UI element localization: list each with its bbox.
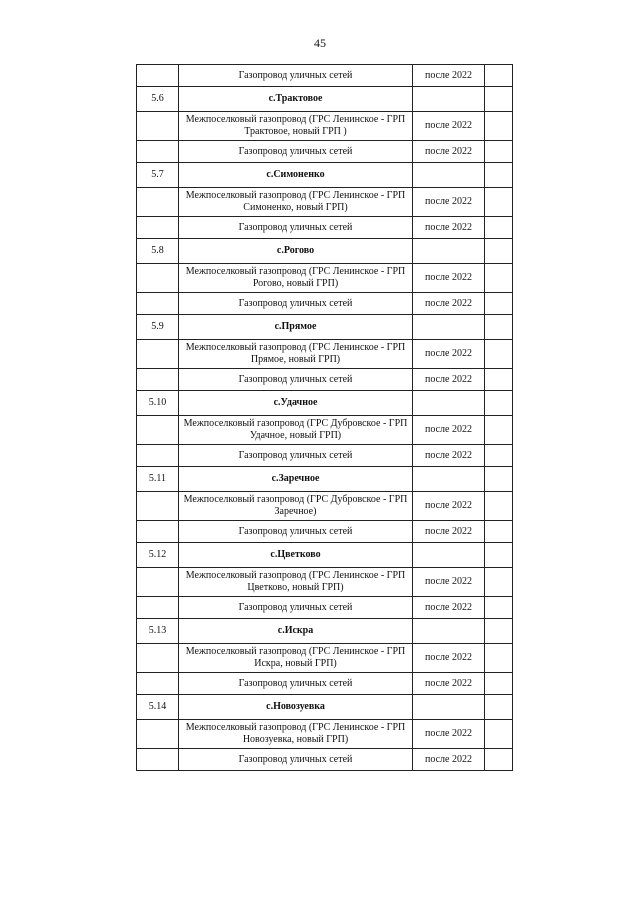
- empty-cell: [413, 391, 485, 416]
- empty-cell: [413, 467, 485, 492]
- empty-cell: [485, 695, 513, 720]
- empty-cell: [485, 239, 513, 264]
- row-number-cell: [137, 65, 179, 87]
- settlement-name: с.Прямое: [179, 315, 413, 340]
- table-row: [137, 188, 513, 217]
- section-number: 5.14: [137, 695, 179, 720]
- empty-cell: [413, 543, 485, 568]
- empty-cell: [413, 239, 485, 264]
- row-number-cell: [137, 293, 179, 315]
- table-row: [137, 673, 513, 695]
- table-row: [137, 644, 513, 673]
- date-cell: после 2022: [413, 568, 485, 597]
- section-number: 5.11: [137, 467, 179, 492]
- empty-cell: [485, 141, 513, 163]
- table-row: [137, 492, 513, 521]
- date-cell: после 2022: [413, 217, 485, 239]
- empty-cell: [485, 315, 513, 340]
- date-cell: после 2022: [413, 749, 485, 771]
- settlement-name: с.Заречное: [179, 467, 413, 492]
- row-number-cell: [137, 217, 179, 239]
- empty-cell: [413, 315, 485, 340]
- object-name-cell: Газопровод уличных сетей: [179, 673, 413, 695]
- object-name-cell: Межпоселковый газопровод (ГРС Ленинское - ГРП Цветково, новый ГРП): [179, 568, 413, 597]
- empty-cell: [485, 391, 513, 416]
- empty-cell: [485, 217, 513, 239]
- section-header-row: [137, 239, 513, 264]
- table-body: [137, 65, 513, 771]
- row-number-cell: [137, 416, 179, 445]
- empty-cell: [485, 445, 513, 467]
- object-name-cell: Газопровод уличных сетей: [179, 369, 413, 391]
- row-number-cell: [137, 597, 179, 619]
- empty-cell: [485, 293, 513, 315]
- empty-cell: [413, 87, 485, 112]
- object-name-cell: Газопровод уличных сетей: [179, 217, 413, 239]
- empty-cell: [485, 340, 513, 369]
- table-row: [137, 264, 513, 293]
- empty-cell: [413, 163, 485, 188]
- empty-cell: [485, 749, 513, 771]
- row-number-cell: [137, 673, 179, 695]
- date-cell: после 2022: [413, 369, 485, 391]
- settlement-name: с.Цветково: [179, 543, 413, 568]
- row-number-cell: [137, 568, 179, 597]
- row-number-cell: [137, 141, 179, 163]
- table-row: [137, 65, 513, 87]
- empty-cell: [485, 673, 513, 695]
- date-cell: после 2022: [413, 720, 485, 749]
- empty-cell: [485, 264, 513, 293]
- date-cell: после 2022: [413, 492, 485, 521]
- table-row: [137, 369, 513, 391]
- empty-cell: [485, 597, 513, 619]
- row-number-cell: [137, 340, 179, 369]
- empty-cell: [485, 568, 513, 597]
- date-cell: после 2022: [413, 521, 485, 543]
- section-header-row: [137, 315, 513, 340]
- empty-cell: [485, 492, 513, 521]
- object-name-cell: Газопровод уличных сетей: [179, 749, 413, 771]
- section-number: 5.9: [137, 315, 179, 340]
- table-row: [137, 141, 513, 163]
- section-header-row: [137, 619, 513, 644]
- row-number-cell: [137, 369, 179, 391]
- empty-cell: [485, 521, 513, 543]
- empty-cell: [485, 87, 513, 112]
- empty-cell: [485, 467, 513, 492]
- section-header-row: [137, 695, 513, 720]
- object-name-cell: Межпоселковый газопровод (ГРС Ленинское - ГРП Новозуевка, новый ГРП): [179, 720, 413, 749]
- section-header-row: [137, 87, 513, 112]
- table-row: [137, 340, 513, 369]
- section-header-row: [137, 467, 513, 492]
- table-row: [137, 597, 513, 619]
- empty-cell: [413, 695, 485, 720]
- object-name-cell: Газопровод уличных сетей: [179, 293, 413, 315]
- empty-cell: [485, 619, 513, 644]
- row-number-cell: [137, 720, 179, 749]
- empty-cell: [485, 543, 513, 568]
- settlement-name: с.Искра: [179, 619, 413, 644]
- empty-cell: [485, 720, 513, 749]
- section-header-row: [137, 163, 513, 188]
- object-name-cell: Газопровод уличных сетей: [179, 445, 413, 467]
- date-cell: после 2022: [413, 293, 485, 315]
- empty-cell: [485, 644, 513, 673]
- date-cell: после 2022: [413, 673, 485, 695]
- settlement-name: с.Удачное: [179, 391, 413, 416]
- object-name-cell: Межпоселковый газопровод (ГРС Дубровское - ГРП Заречное): [179, 492, 413, 521]
- empty-cell: [485, 416, 513, 445]
- object-name-cell: Газопровод уличных сетей: [179, 597, 413, 619]
- section-number: 5.10: [137, 391, 179, 416]
- date-cell: после 2022: [413, 644, 485, 673]
- settlement-name: с.Новозуевка: [179, 695, 413, 720]
- date-cell: после 2022: [413, 597, 485, 619]
- empty-cell: [485, 163, 513, 188]
- section-number: 5.12: [137, 543, 179, 568]
- page-number: 45: [314, 36, 326, 50]
- row-number-cell: [137, 749, 179, 771]
- object-name-cell: Межпоселковый газопровод (ГРС Ленинское - ГРП Симоненко, новый ГРП): [179, 188, 413, 217]
- object-name-cell: Межпоселковый газопровод (ГРС Ленинское - ГРП Рогово, новый ГРП): [179, 264, 413, 293]
- row-number-cell: [137, 264, 179, 293]
- row-number-cell: [137, 188, 179, 217]
- date-cell: после 2022: [413, 188, 485, 217]
- section-number: 5.6: [137, 87, 179, 112]
- section-number: 5.8: [137, 239, 179, 264]
- table-row: [137, 293, 513, 315]
- date-cell: после 2022: [413, 141, 485, 163]
- table-row: [137, 521, 513, 543]
- table-row: [137, 720, 513, 749]
- object-name-cell: Газопровод уличных сетей: [179, 65, 413, 87]
- object-name-cell: Межпоселковый газопровод (ГРС Ленинское - ГРП Искра, новый ГРП): [179, 644, 413, 673]
- section-number: 5.7: [137, 163, 179, 188]
- table-row: [137, 416, 513, 445]
- empty-cell: [485, 369, 513, 391]
- date-cell: после 2022: [413, 445, 485, 467]
- object-name-cell: Межпоселковый газопровод (ГРС Ленинское - ГРП Трактовое, новый ГРП ): [179, 112, 413, 141]
- table-row: [137, 112, 513, 141]
- date-cell: после 2022: [413, 264, 485, 293]
- date-cell: после 2022: [413, 416, 485, 445]
- date-cell: после 2022: [413, 340, 485, 369]
- empty-cell: [485, 188, 513, 217]
- empty-cell: [485, 65, 513, 87]
- row-number-cell: [137, 644, 179, 673]
- object-name-cell: Межпоселковый газопровод (ГРС Ленинское - ГРП Прямое, новый ГРП): [179, 340, 413, 369]
- settlement-name: с.Симоненко: [179, 163, 413, 188]
- table-row: [137, 445, 513, 467]
- settlement-name: с.Трактовое: [179, 87, 413, 112]
- row-number-cell: [137, 492, 179, 521]
- section-header-row: [137, 543, 513, 568]
- settlement-name: с.Рогово: [179, 239, 413, 264]
- table-row: [137, 749, 513, 771]
- gas-pipeline-table: [136, 64, 513, 771]
- date-cell: после 2022: [413, 112, 485, 141]
- table-row: [137, 217, 513, 239]
- section-number: 5.13: [137, 619, 179, 644]
- row-number-cell: [137, 445, 179, 467]
- object-name-cell: Газопровод уличных сетей: [179, 521, 413, 543]
- object-name-cell: Газопровод уличных сетей: [179, 141, 413, 163]
- table-row: [137, 568, 513, 597]
- object-name-cell: Межпоселковый газопровод (ГРС Дубровское - ГРП Удачное, новый ГРП): [179, 416, 413, 445]
- row-number-cell: [137, 112, 179, 141]
- date-cell: после 2022: [413, 65, 485, 87]
- row-number-cell: [137, 521, 179, 543]
- section-header-row: [137, 391, 513, 416]
- empty-cell: [485, 112, 513, 141]
- empty-cell: [413, 619, 485, 644]
